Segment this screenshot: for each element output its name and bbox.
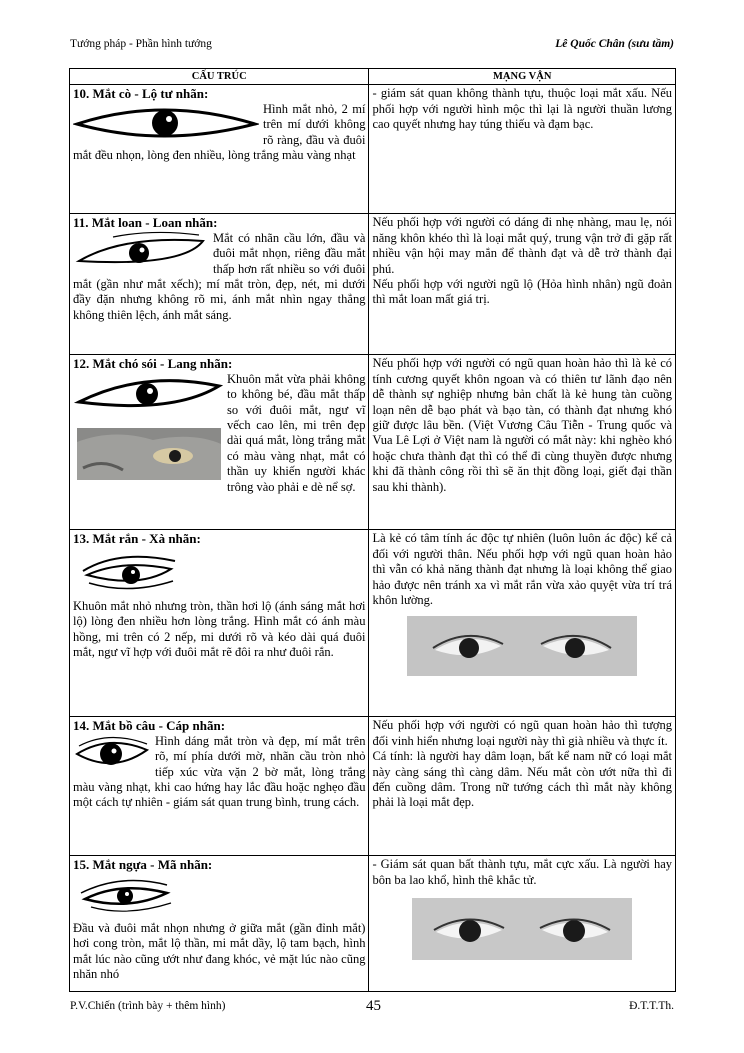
fortune-cell xyxy=(369,214,676,355)
table-row xyxy=(70,856,676,992)
header-right: Lê Quốc Chân (sưu tầm) xyxy=(555,38,674,50)
structure-text: Mắt có nhãn cầu lớn, đầu và đuôi mắt nhọn, riêng đầu mắt thấp hơn rất nhiều so với đuôi mắt (gần như mắt xếch); mí mắt tròn, đẹp, nét, mi dưới đầy đặn nhưng không rõ mi, ánh mắt nhìn ngay thẳng không thiên lệch, ánh mắt sáng. xyxy=(73,230,366,322)
fortune-cell xyxy=(369,717,676,856)
header-left: Tướng pháp - Phần hình tướng xyxy=(70,38,212,50)
table-row xyxy=(70,530,676,717)
fortune-text: Là kẻ có tâm tính ác độc tự nhiên (luôn luôn ác độc) kể cả đối với người thân. Nếu phối hợp với ngũ quan hoàn hảo thì vẫn có khả năng thành đạt nhưng là loại không thể giao hảo được nên tránh xa vì mắt rắn vừa xảo quyệt vừa trí trá khôn lường. xyxy=(372,531,672,608)
footer-left: P.V.Chiến (trình bày + thêm hình) xyxy=(70,1000,226,1012)
structure-cell xyxy=(70,214,369,355)
fortune-cell xyxy=(369,355,676,530)
table-row xyxy=(70,85,676,214)
structure-cell xyxy=(70,85,369,214)
eyes-photo-icon xyxy=(412,898,632,960)
footer-right: Đ.T.T.Th. xyxy=(629,1000,674,1012)
table-row xyxy=(70,717,676,856)
wolf-eye-illustration-icon xyxy=(73,372,223,482)
structure-text: Đầu và đuôi mắt nhọn nhưng ở giữa mắt (gần đỉnh mắt) hơi cong tròn, mắt lộ thần, mi mắt dầy, lộ tam bạch, hình mắt lúc nào cũng ướt như đang khóc, vẻ mặt lúc nào cũng nhăn nhó xyxy=(73,920,366,982)
row-title: 10. Mắt cò - Lộ tư nhãn: xyxy=(73,86,209,102)
fortune-text: - giám sát quan không thành tựu, thuộc loại mắt xấu. Nếu phối hợp với người hình mộc thì lại là người thuần lương cao quyết nhưng hay túng thiếu và đạm bạc. xyxy=(372,86,672,132)
eyes-photo-icon xyxy=(407,616,637,676)
fortune-cell xyxy=(369,530,676,717)
col-fortune-header: MẠNG VẬN xyxy=(369,69,676,85)
table-row xyxy=(70,355,676,530)
row-title: 11. Mắt loan - Loan nhãn: xyxy=(73,215,218,231)
structure-cell xyxy=(70,530,369,717)
eye-illustration-icon xyxy=(73,231,209,277)
eye-table xyxy=(69,68,676,992)
structure-text: Hình mắt nhỏ, 2 mí trên mí dưới không rõ ràng, đầu và đuôi mắt đều nhọn, lòng đen nhiều, lòng trắng màu vàng nhạt xyxy=(73,101,366,163)
structure-cell xyxy=(70,856,369,992)
fortune-text: Nếu phối hợp với người có ngũ quan hoàn hảo thì tượng đối vinh hiển nhưng loại người này thì già nhiều và thực ít. Cá tính: là người hay dâm loạn, bất kể nam nữ có loại mắt này càng sáng thì càng dâm. Nếu mắt còn ướt nữa thì đi đến cuồng dâm. Trong nữ tướng cách thì mắt này không phải là loại mắt đẹp. xyxy=(372,718,672,810)
fortune-cell xyxy=(369,85,676,214)
page-number: 45 xyxy=(366,998,381,1014)
table-header-row xyxy=(70,69,676,85)
horse-eye-illustration-icon xyxy=(77,877,177,917)
structure-text: Khuôn mắt vừa phải không to không bé, đầu mắt thấp so với đuôi mắt, ngư vĩ vếch cao lên, mi trên đẹp dài quá mắt, lòng trắng mắt có màu vàng nhạt, mắt có thần uy khiến người khác trông vào phải e dè nể sợ. xyxy=(227,371,366,494)
eye-illustration-icon xyxy=(73,102,259,144)
structure-cell xyxy=(70,355,369,530)
fortune-text: Nếu phối hợp với người có ngũ quan hoàn hảo thì là kẻ có tính cương quyết khôn ngoan và có thiên tư lãnh đạo nên dễ thành sự nghiệp nhưng bản chất là kẻ hung tàn cuồng loạn nên dễ bạo phát và bạo tàn, có thành đạt nhưng khó giữ được lâu bền. (Việt Vương Câu Tiễn - Trung quốc và Vua Lê Lợi ở Việt nam là người có mắt này: khi nghèo khó hoặc chưa thành đạt thì có thể đi cùng thuyền được nhưng khi đã thành công rồi thì sẽ ăn thịt đồng loại, giết đại thần sau khi thành). xyxy=(372,356,672,494)
dove-eye-illustration-icon xyxy=(73,734,151,776)
row-title: 12. Mắt chó sói - Lang nhãn: xyxy=(73,356,233,372)
snake-eye-illustration-icon xyxy=(79,551,179,595)
structure-text: Khuôn mắt nhỏ nhưng tròn, thần hơi lộ (ánh sáng mắt hơi lộ) lòng đen nhiều hơn lòng trắng. Hình mắt có ánh màu hồng, mi trên có 2 nếp, mi dưới rõ và kéo dài quá đuôi mắt, ngư vĩ hợp với đuôi mắt rẽ đôi ra như đuôi rắn. xyxy=(73,598,366,660)
page-footer xyxy=(70,998,674,1018)
page-header xyxy=(70,38,674,56)
fortune-text: - Giám sát quan bất thành tựu, mắt cực xấu. Là người hay bôn ba lao khổ, hình thê khắc tử. xyxy=(372,857,672,887)
structure-cell xyxy=(70,717,369,856)
structure-text: Hình dáng mắt tròn và đẹp, mí mắt trên rõ, mí phía dưới mờ, nhãn cầu tròn nhỏ tiếp xúc vừa vặn 2 bờ mắt, lòng trắng màu vàng nhạt, khi cao hứng hay lắc đầu hoặc nghẹo đầu một cách tự nhiên - giám sát quan trung bình, trung cách. xyxy=(73,733,366,810)
fortune-text: Nếu phối hợp với người có dáng đi nhẹ nhàng, mau lẹ, nói năng khôn khéo thì là loại mắt quý, trung vận trở đi gặp rất nhiều vận hội may mắn để thành đạt và dễ trở thành đại phú. Nếu phối hợp với người ngũ lộ (Hỏa hình nhân) ngũ đoản thì mắt loan mất giá trị. xyxy=(372,215,672,307)
fortune-cell xyxy=(369,856,676,992)
row-title: 15. Mắt ngựa - Mã nhãn: xyxy=(73,857,213,873)
row-title: 14. Mắt bồ câu - Cáp nhãn: xyxy=(73,718,226,734)
col-structure-header: CẤU TRÚC xyxy=(70,69,369,85)
table-row xyxy=(70,214,676,355)
row-title: 13. Mắt rắn - Xà nhãn: xyxy=(73,531,201,547)
